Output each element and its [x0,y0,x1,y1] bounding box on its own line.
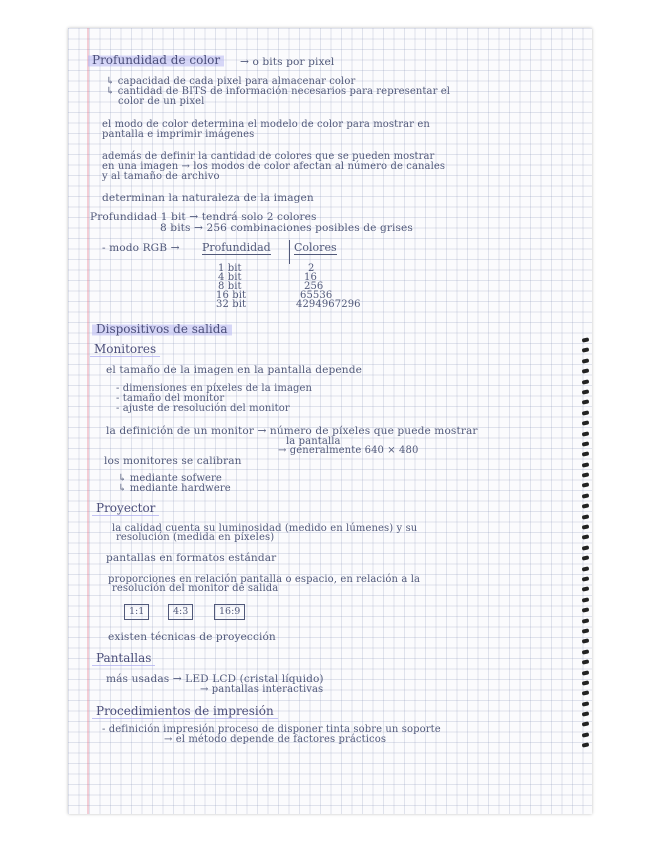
rgb-label: - modo RGB → [102,242,180,254]
table-cell: 65536 [300,290,333,301]
note-line: determinan la naturaleza de la imagen [102,192,314,204]
spiral-binding [578,338,592,754]
heading-profundidad-de-color: Profundidad de color [88,54,224,67]
note-line: color de un pixel [118,96,205,107]
table-cell: 256 [304,281,324,292]
note-line: - tamaño del monitor [116,393,225,404]
table-cell: 16 bit [216,290,247,301]
table-divider [289,240,290,264]
table-cell: 4294967296 [296,299,361,310]
heading-monitores: Monitores [90,343,160,357]
ratio-box-16-9: 16:9 [214,604,245,620]
note-line: resolución del monitor de salida [112,583,279,594]
note-line: Profundidad 1 bit → tendrá solo 2 colores [90,211,317,223]
note-line: - definición impresión proceso de disponer tinta sobre un soporte [102,724,441,735]
note-line: existen técnicas de proyección [108,631,276,643]
table-cell: 16 [304,272,317,283]
heading-dispositivos-de-salida: Dispositivos de salida [92,323,232,336]
table-cell: 32 bit [216,299,247,310]
note-line: ↳ cantidad de BITS de información necesarios para representar el [106,86,451,97]
note-line: en una imagen → los modos de color afectan al número de canales [102,161,446,172]
note-line: el tamaño de la imagen en la pantalla depende [106,364,362,376]
note-line: más usadas → LED LCD (cristal líquido) [106,673,324,685]
note-line: además de definir la cantidad de colores que se pueden mostrar [102,151,435,162]
note-line: la definición de un monitor → número de píxeles que puede mostrar [106,425,478,437]
note-line: → el método depende de factores prácticos [164,734,387,745]
note-line: la calidad cuenta su luminosidad (medido en lúmenes) y su [112,523,418,534]
table-cell: 2 [308,263,315,274]
note-line: y al tamaño de archivo [102,171,220,182]
heading-pantallas: Pantallas [92,652,155,666]
note-line: - dimensiones en píxeles de la imagen [116,383,313,394]
note-line: proporciones en relación pantalla o espacio, en relación a la [108,574,421,585]
note-line: ↳ mediante sofwere [118,473,222,484]
note-line: ↳ mediante hardwere [118,483,231,494]
table-cell: 1 bit [218,263,242,274]
table-cell: 4 bit [218,272,242,283]
note-line: pantallas en formatos estándar [106,552,277,564]
table-cell: 8 bit [218,281,242,292]
margin-line [87,28,89,814]
note-line: los monitores se calibran [104,455,242,467]
note-line: → generalmente 640 × 480 [278,445,419,456]
table-header-profundidad: Profundidad [202,241,271,254]
notebook-page [68,28,592,814]
note-line: pantalla e imprimir imágenes [102,129,255,140]
note-line: 8 bits → 256 combinaciones posibles de grises [160,222,413,234]
heading-procedimientos-de-impresion: Procedimientos de impresión [92,705,278,719]
note-line: la pantalla [286,436,341,447]
ratio-box-4-3: 4:3 [168,604,193,620]
note-line: - ajuste de resolución del monitor [116,403,290,414]
note-line: ↳ capacidad de cada pixel para almacenar color [106,76,356,87]
note-line: resolución (medida en píxeles) [116,532,275,543]
note-line: el modo de color determina el modelo de color para mostrar en [102,119,430,130]
table-header-colores: Colores [294,241,337,254]
heading-note: → o bits por pixel [240,56,335,68]
note-line: → pantallas interactivas [200,684,324,695]
heading-proyector: Proyector [92,502,159,516]
ratio-box-1-1: 1:1 [124,604,149,620]
